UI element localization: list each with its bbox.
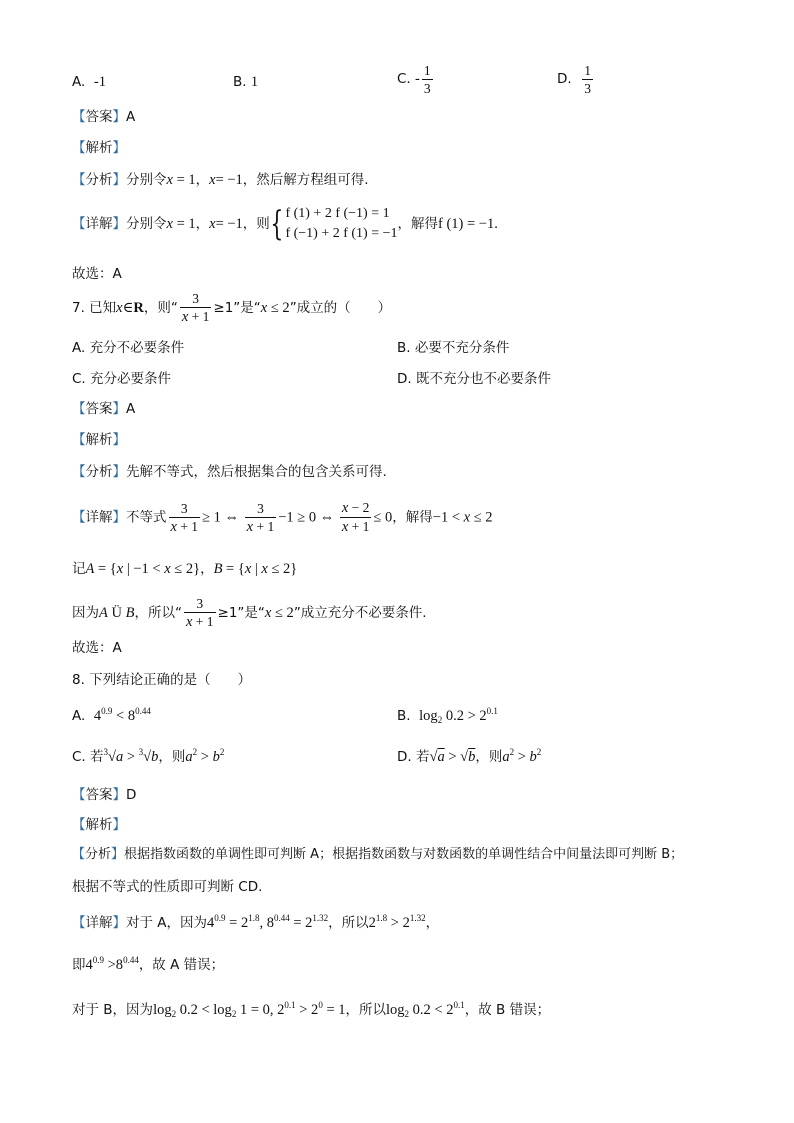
q7-sets: 记A = {x | −1 < x ≤ 2}，B = {x | x ≤ 2} [72,561,298,577]
q7-option-c: C. 充分必要条件 [72,371,172,387]
q6-detail: 【详解】分别令x = 1，x= −1，则{ f (1) + 2 f (−1) = 1 f (−1) + 2 f (1) = −1 ，解得f (1) = −1. [72,204,498,244]
q8-option-d: D. 若√a > √b，则$a^2 > b^2$ [397,747,542,765]
q8-answer: 【答案】D [72,787,137,803]
q7-analysis: 【分析】先解不等式，然后根据集合的包含关系可得. [72,464,387,480]
q8-stem: 8. 下列结论正确的是（ ） [72,672,252,688]
q8-jiexi: 【解析】 [72,817,126,833]
q7-option-a: A. 充分不必要条件 [72,340,185,356]
fraction: $\frac{1}{3}$ [584,63,592,96]
q7-choice: 故选：A [72,640,122,656]
q8-analysis-line1: 【分析】根据指数函数的单调性即可判断 A；根据指数函数与对数函数的单调性结合中间量法即可判断 B； [72,847,684,862]
q7-conclusion: 因为A Ü B，所以“ $\frac{3}{x + 1}$ ≥1”是“x ≤ 2”成立充分不必要条件. [72,596,427,630]
q7-detail: 【详解】不等式 $\frac{3}{x + 1}$ ≥ 1 ⇔ $\frac{3}{x + 1}$ −1 ≥ 0 ⇔ $\frac{x - 2}{x + 1}$ ≤ 0，解得−1 < x ≤ 2 [72,500,493,535]
q6-option-d: D. $\frac{1}{3}$ [557,63,592,96]
q7-option-d: D. 既不充分也不必要条件 [397,371,551,387]
q8-detail-b: 对于 B，因为$\log_2 0.2 < \log_2 1 = 0$, $2^{0.1} > 2^0 = 1$，所以$\log_2 0.2 < 2^{0.1}$，故 B 错误； [72,1000,551,1019]
q7-option-b: B. 必要不充分条件 [397,340,510,356]
q6-answer: 【答案】A [72,109,136,125]
q6-option-b: B. 1 [233,74,259,90]
q6-choice: 故选：A [72,266,122,282]
q8-option-b: B. $\log_2 0.2 > 2^{0.1}$ [397,706,498,725]
q8-detail-a: 【详解】对于 A，因为$4^{0.9} = 2^{1.8}$, $8^{0.44} = 2^{1.32}$，所以$2^{1.8} > 2^{1.32}$， [72,913,440,931]
q8-option-c: C. 若$^3$√a > $^3$√b，则$a^2 > b^2$ [72,747,225,765]
q7-answer: 【答案】A [72,401,136,417]
q8-detail-a-conclusion: 即$4^{0.9} >8^{0.44}$，故 A 错误； [72,955,225,973]
q7-jiexi: 【解析】 [72,432,126,448]
q6-option-c: C. - $\frac{1}{3}$ [397,63,431,96]
q6-option-a: A. -1 [72,74,106,90]
q6-analysis: 【分析】分别令x = 1，x= −1，然后解方程组可得. [72,172,369,188]
equation-system: f (1) + 2 f (−1) = 1 f (−1) + 2 f (1) = −1 [285,206,398,241]
fraction: $\frac{1}{3}$ [423,63,431,96]
q7-stem: 7. 已知x∈R，则“ $\frac{3}{x + 1}$ ≥1”是“x ≤ 2”成立的（ ） [72,291,392,325]
q8-option-a: A. $4^{0.9} < 8^{0.44}$ [72,706,151,724]
q8-analysis-line2: 根据不等式的性质即可判断 CD. [72,879,263,895]
q6-jiexi: 【解析】 [72,140,126,156]
